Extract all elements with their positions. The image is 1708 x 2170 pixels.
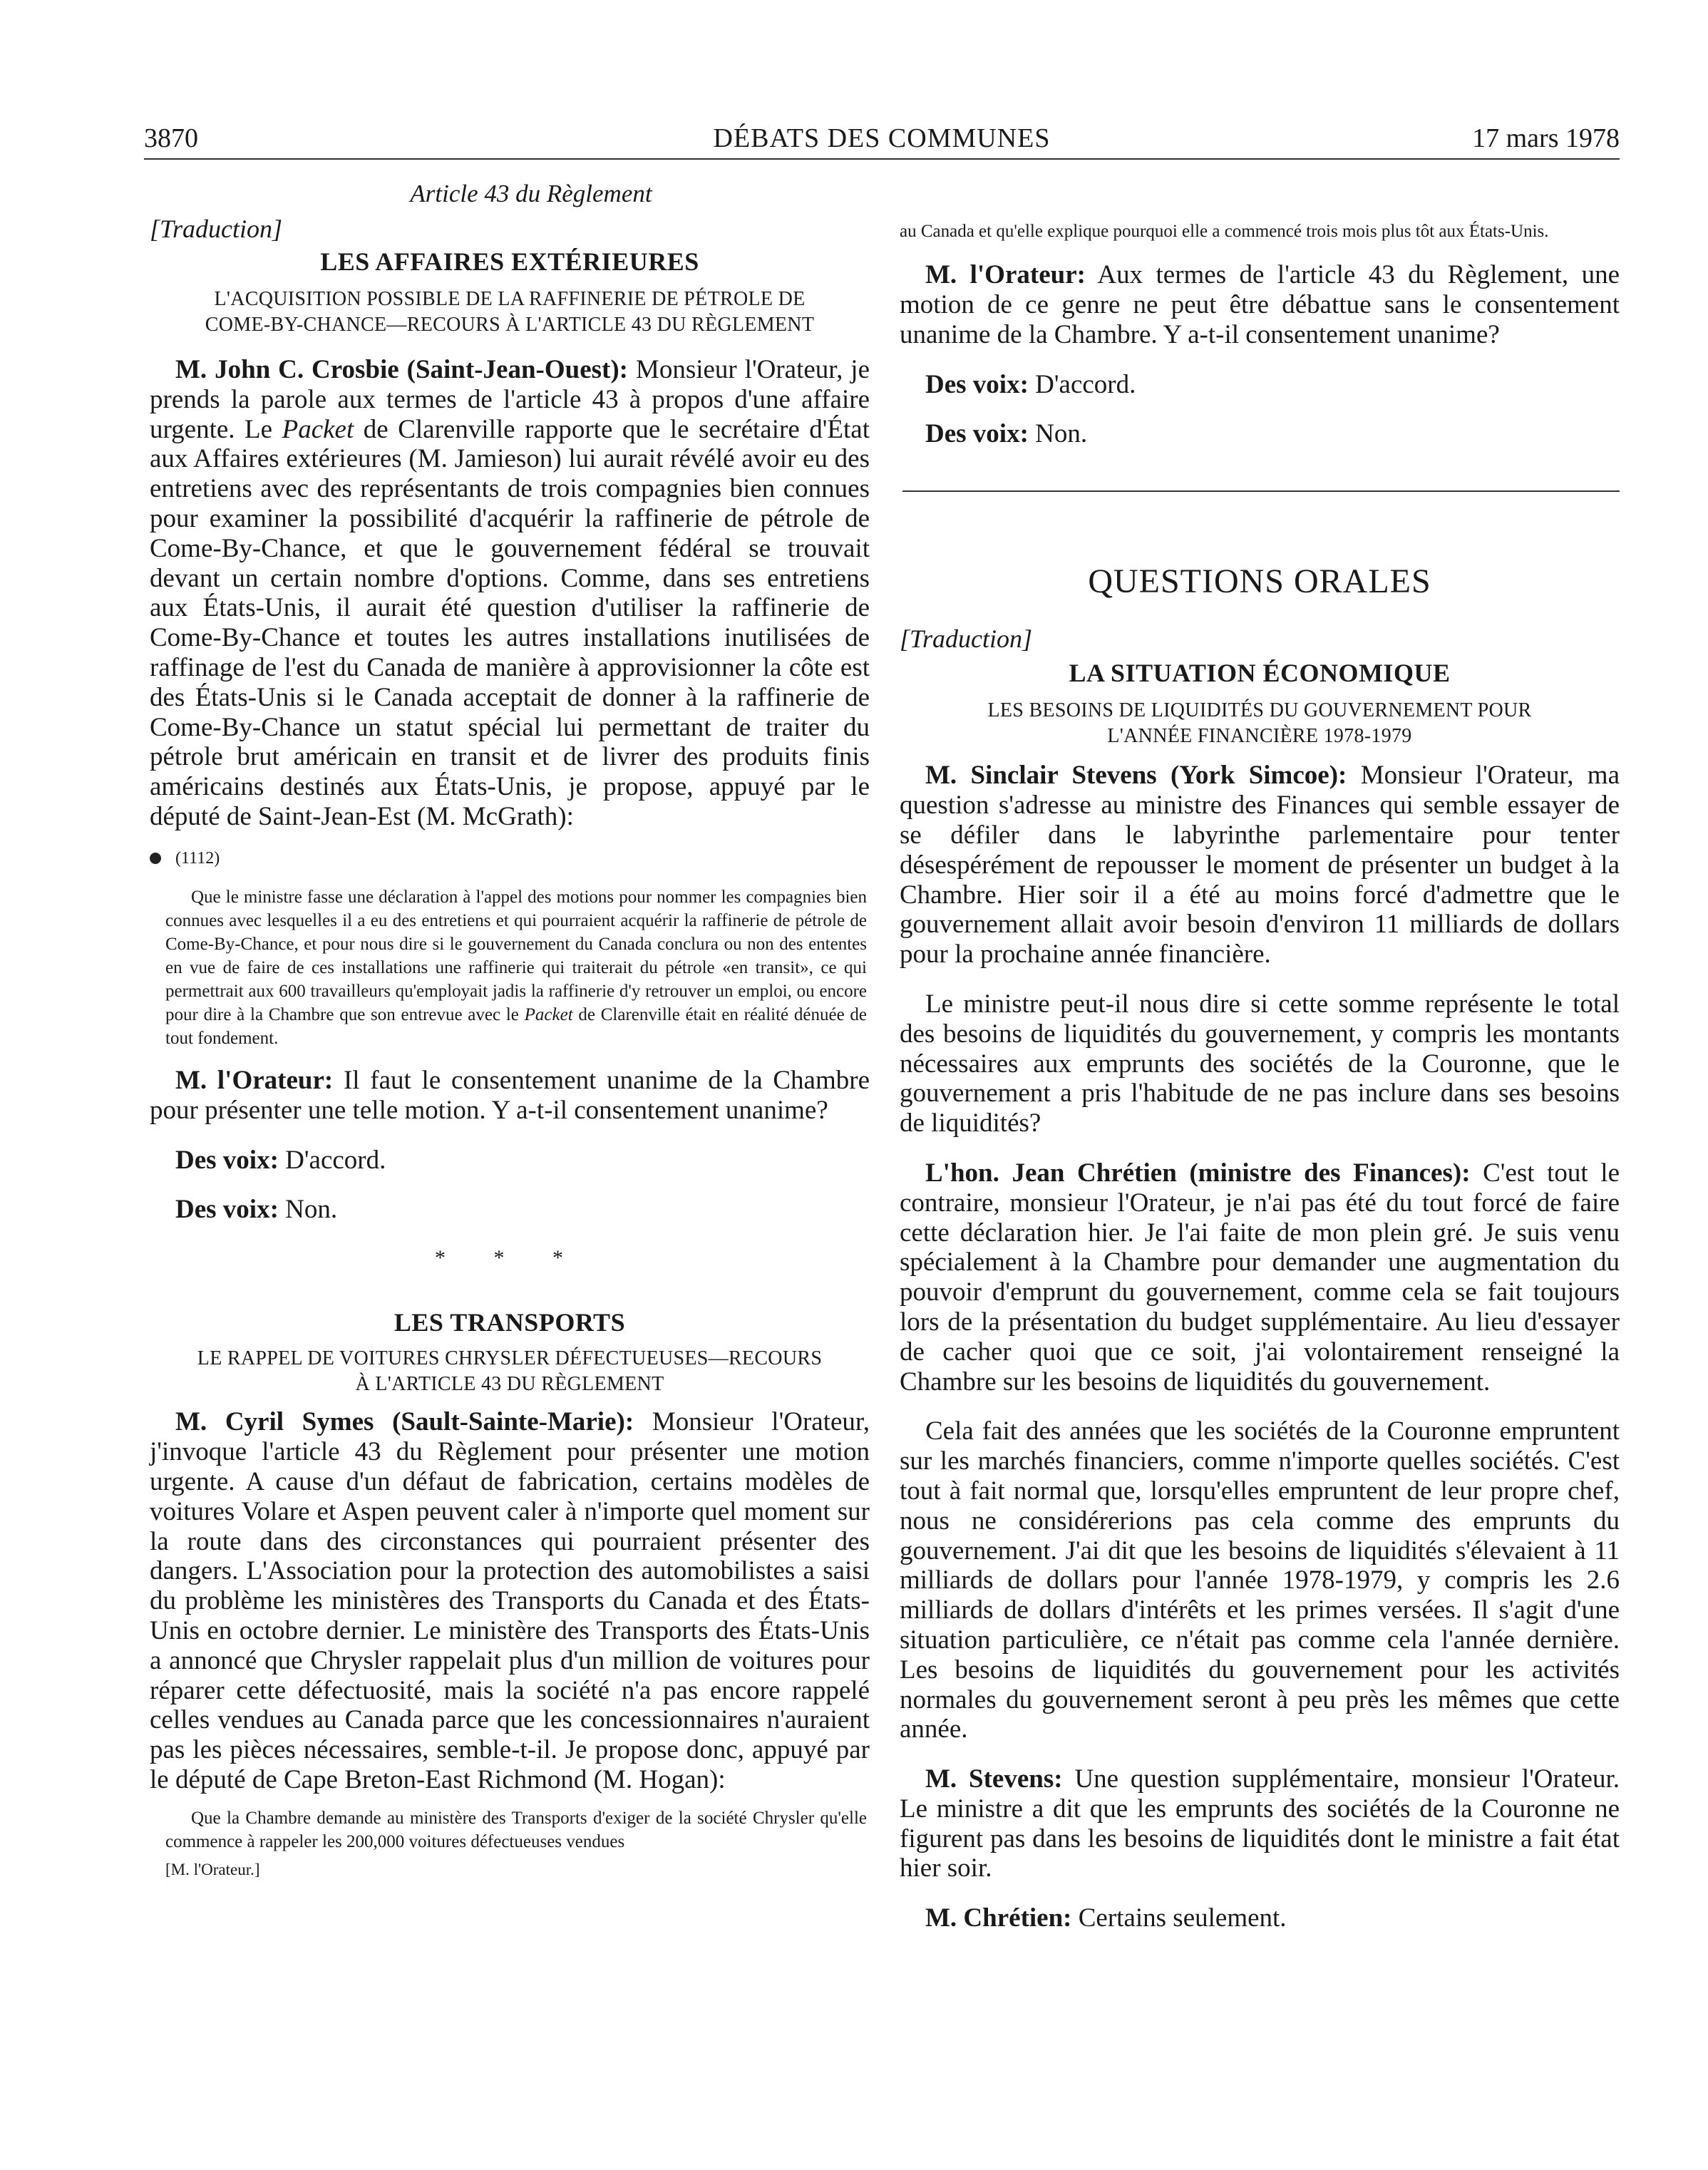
speaker-name: L'hon. Jean Chrétien (ministre des Finances):: [925, 1158, 1471, 1188]
topic-heading-liquidites: [900, 698, 1620, 749]
article-heading: Article 43 du Règlement: [410, 180, 652, 207]
stevens-supplementary: [900, 1764, 1620, 1883]
time-marker-text: (1112): [175, 848, 220, 868]
speech-text: Monsieur l'Orateur, je prends la parole aux termes de l'article 43 à propos d'une affaire urgente. Le: [150, 355, 870, 444]
speaker-name: Des voix:: [925, 370, 1029, 400]
speaker-name: M. Chrétien:: [925, 1903, 1072, 1933]
motion-text: de Clarenville était en réalité dénuée de tout fondement.: [165, 1004, 868, 1048]
crosbie-paragraph: [150, 355, 870, 832]
topic-line: COME-BY-CHANCE—RECOURS À L'ARTICLE 43 DU RÈGLEMENT: [205, 314, 815, 336]
speaker-name: Des voix:: [925, 419, 1029, 449]
section-divider: [902, 490, 1620, 492]
speaker-name: Des voix:: [175, 1195, 279, 1225]
speaker-name: M. Sinclair Stevens (York Simcoe):: [925, 761, 1347, 791]
chretien-paragraph-2: Cela fait des années que les sociétés de la Couronne empruntent sur les marchés financiers, comme n'importe quelles sociétés. C'est tout à fait normal que, lorsqu'elles empruntent de leur propre chef, nous ne considérerions pas cela comme des emprunts du gouvernement. J'ai dit que les besoins de liquidités s'élevaient à 11 milliards de dollars pour l'année 1978-1979, y compris les 2.6 milliards de dollars d'intérêts et les primes versées. Il s'agit d'une situation particulière, ce n'était pas comme cela l'année dernière. Les besoins de liquidités du gouvernement pour les activités normales du gouvernement seront à peu près les mêmes que cette année.: [900, 1416, 1620, 1744]
speaker-name: M. l'Orateur:: [925, 260, 1086, 289]
section-title-economie: LA SITUATION ÉCONOMIQUE: [1069, 659, 1451, 688]
speaker-name: Des voix:: [175, 1146, 279, 1176]
speaker-name: M. Cyril Symes (Sault-Sainte-Marie):: [175, 1407, 634, 1437]
page-header: [144, 123, 1620, 160]
main-heading-questions-orales: QUESTIONS ORALES: [1088, 562, 1431, 601]
speech-text: Une question supplémentaire, monsieur l'Orateur. Le ministre a dit que les emprunts des sociétés de la Couronne ne figurent pas dans les besoins de liquidités dont le ministre a fait état hier soir.: [900, 1764, 1620, 1883]
speaker-reference: [M. l'Orateur.]: [165, 1860, 260, 1878]
motion-text-italic: Packet: [524, 1004, 573, 1024]
speech-text: Non.: [285, 1195, 338, 1225]
speaker-name: M. l'Orateur:: [175, 1065, 334, 1095]
right-column: [900, 180, 1620, 1933]
motion-text: Que le ministre fasse une déclaration à l'appel des motions pour nommer les compagnies bien connues avec lesquelles il a eu des entretiens et qui pourraient acquérir la raffinerie de pétrole de Come-By-Chance, et pour nous dire si le gouvernement du Canada conclura ou non des ententes en vue de faire de ces installations une raffinerie qui traiterait du pétrole «en transit», ce qui permettrait aux 600 travailleurs qu'employait jadis la raffinerie d'y retrouver un emploi, ou encore pour dire à la Chambre que son entrevue avec le: [165, 887, 867, 1024]
orateur-paragraph: [150, 1066, 870, 1126]
section-title-affaires: LES AFFAIRES EXTÉRIEURES: [320, 247, 699, 276]
motion-come-by-chance: [150, 885, 870, 1050]
page-date: 17 mars 1978: [1472, 123, 1620, 153]
motion-chrysler: Que la Chambre demande au ministère des Transports d'exiger de la société Chrysler qu'elle commence à rappeler les 200,000 voitures défectueuses vendues: [165, 1808, 867, 1851]
motion-chrysler-continued: au Canada et qu'elle explique pourquoi elle a commencé trois mois plus tôt aux États-Unis.: [900, 222, 1549, 241]
voices-line: [900, 418, 1620, 449]
speech-text: Monsieur l'Orateur, j'invoque l'article 43 du Règlement pour présenter une motion urgente. A cause d'un défaut de fabrication, certains modèles de voitures Volare et Aspen peuvent caler à n'importe quel moment sur la route dans des circonstances qui pourraient présenter des dangers. L'Association pour la protection des automobilistes a saisi du problème les ministères des Transports du Canada et des États-Unis en octobre dernier. Le ministère des Transports des États-Unis a annoncé que Chrysler rappelait plus d'un million de voitures pour réparer cette défectuosité, mais la société n'a pas encore rappelé celles vendues au Canada parce que les concessionnaires n'auraient pas les pièces nécessaires, semble-t-il. Je propose donc, appuyé par le député de Cape Breton-East Richmond (M. Hogan):: [150, 1407, 870, 1794]
translation-tag: [Traduction]: [150, 215, 283, 243]
speaker-name: M. Stevens:: [925, 1764, 1063, 1794]
voices-line: [150, 1194, 870, 1225]
topic-line: L'ACQUISITION POSSIBLE DE LA RAFFINERIE DE PÉTROLE DE: [214, 288, 806, 310]
voices-line: [150, 1145, 870, 1176]
speech-text: Certains seulement.: [1078, 1903, 1287, 1933]
topic-line: L'ANNÉE FINANCIÈRE 1978-1979: [1107, 725, 1412, 748]
time-marker: [150, 849, 870, 868]
section-title-transports: LES TRANSPORTS: [393, 1308, 626, 1337]
topic-line: LE RAPPEL DE VOITURES CHRYSLER DÉFECTUEUSES—RECOURS: [197, 1347, 823, 1370]
speech-text: Il faut le consentement unanime de la Chambre pour présenter une telle motion. Y a-t-il consentement unanime?: [150, 1065, 870, 1125]
page-number: 3870: [144, 123, 198, 153]
symes-paragraph: [150, 1407, 870, 1794]
speech-text: Non.: [1035, 419, 1088, 449]
orateur-paragraph-2: [900, 260, 1620, 349]
topic-heading-come-by-chance: [150, 287, 870, 338]
speech-text: de Clarenville rapporte que le secrétaire d'État aux Affaires extérieures (M. Jamieson) lui aurait révélé avoir eu des entretiens avec des représentants de trois compagnies bien connues pour examiner la possibilité d'acquérir la raffinerie de pétrole de Come-By-Chance, et que le gouvernement fédéral se trouvait devant un certain nombre d'options. Comme, dans ses entretiens aux États-Unis, il aurait été question d'utiliser la raffinerie de Come-By-Chance et toutes les autres installations inutilisées de raffinage de l'est du Canada de manière à approvisionner la côte est des États-Unis si le Canada acceptait de donner à la raffinerie de Come-By-Chance un statut spécial lui permettant de traiter du pétrole brut américain en transit et de livrer des produits finis américains destinés aux États-Unis, je propose, appuyé par le député de Saint-Jean-Est (M. McGrath):: [150, 414, 870, 831]
speaker-name: M. John C. Crosbie (Saint-Jean-Ouest):: [175, 355, 628, 384]
topic-heading-chrysler: [150, 1346, 870, 1397]
translation-tag: [Traduction]: [900, 624, 1033, 654]
speech-text: Monsieur l'Orateur, ma question s'adresse au ministre des Finances qui semble essayer de se défiler dans le labyrinthe parlementaire pour tenter désespérément de repousser le moment de présenter un budget à la Chambre. Hier soir il a été au moins forcé d'admettre que le gouvernement allait avoir besoin d'environ 11 milliards de dollars pour la prochaine année financière.: [900, 761, 1620, 970]
speech-text-italic: Packet: [282, 414, 354, 444]
stevens-paragraph: [900, 761, 1620, 970]
stevens-paragraph-2: Le ministre peut-il nous dire si cette somme représente le total des besoins de liquidités du gouvernement, y compris les montants nécessaires aux emprunts des sociétés de la Couronne, que le gouvernement a pris l'habitude de ne pas inclure dans ses besoins de liquidités?: [900, 989, 1620, 1138]
left-column: [150, 180, 870, 1879]
chretien-paragraph: [900, 1158, 1620, 1397]
publication-title: DÉBATS DES COMMUNES: [713, 123, 1051, 153]
speech-text: Aux termes de l'article 43 du Règlement, une motion de ce genre ne peut être débattue sans le consentement unanime de la Chambre. Y a-t-il consentement unanime?: [900, 260, 1620, 349]
chretien-answer: [900, 1903, 1620, 1933]
speech-text: D'accord.: [1035, 370, 1136, 400]
voices-line: [900, 369, 1620, 400]
speech-text: D'accord.: [285, 1146, 386, 1176]
section-separator-stars: * * *: [435, 1246, 585, 1270]
topic-line: À L'ARTICLE 43 DU RÈGLEMENT: [355, 1373, 664, 1396]
bullet-icon: [150, 853, 161, 864]
speech-text: C'est tout le contraire, monsieur l'Orateur, je n'ai pas été du tout forcé de faire cette déclaration hier. Je l'ai faite de mon plein gré. Je suis venu spécialement à la Chambre pour demander une augmentation du pouvoir d'emprunt du gouvernement, comme cela se fait toujours lors de la présentation du budget supplémentaire. Au lieu d'essayer de cacher quoi que ce soit, j'ai volontairement renseigné la Chambre sur les besoins de liquidités du gouvernement.: [900, 1158, 1620, 1397]
topic-line: LES BESOINS DE LIQUIDITÉS DU GOUVERNEMENT POUR: [987, 699, 1532, 722]
